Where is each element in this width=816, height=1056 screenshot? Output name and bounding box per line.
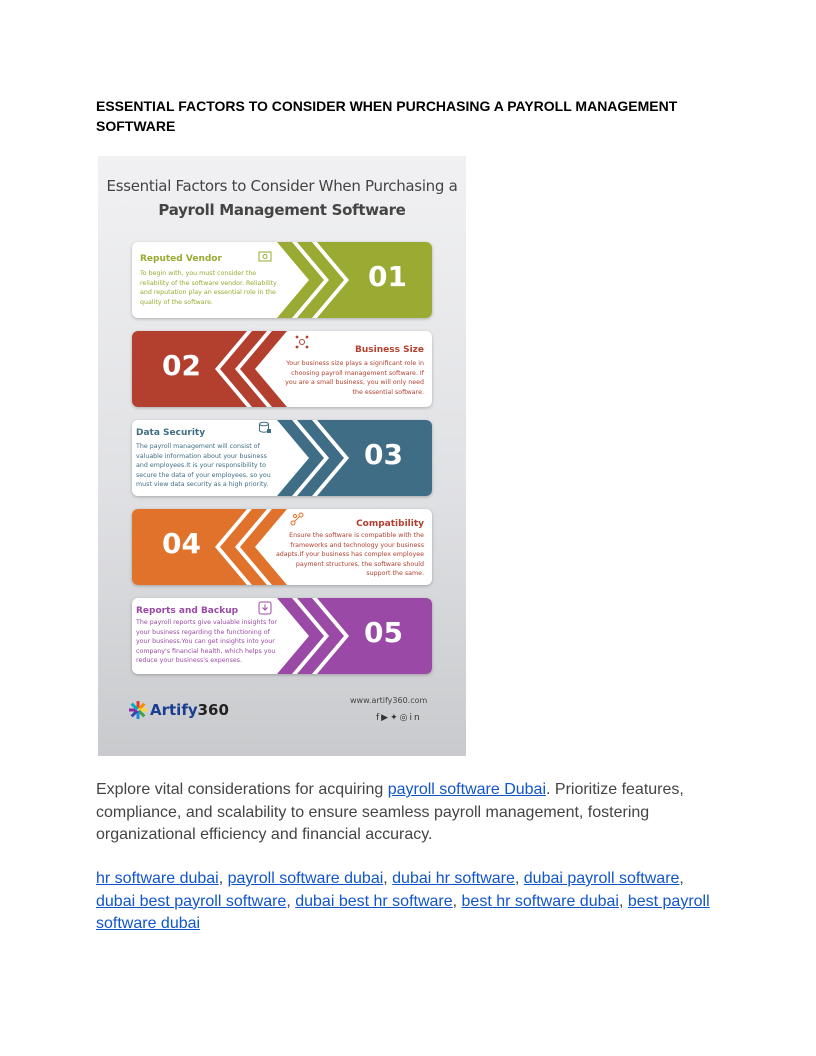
- factor-card-3: [132, 420, 432, 496]
- infographic-subheading: Payroll Management Software: [158, 201, 406, 219]
- keyword-separator: ,: [452, 892, 462, 910]
- factor-card-2: [132, 331, 432, 407]
- card-number: 02: [162, 349, 201, 382]
- keyword-link[interactable]: dubai hr software: [392, 870, 515, 887]
- keyword-separator: ,: [383, 870, 393, 887]
- keyword-link[interactable]: dubai best hr software: [295, 892, 453, 910]
- card-text: To begin with, you must consider the reliability of the software vendor. Reliability and reputation play an essential role in the quality of the software.: [140, 270, 277, 306]
- keyword-link[interactable]: best hr software dubai: [461, 892, 619, 910]
- card-title: Reports and Backup: [136, 606, 239, 616]
- keyword-link[interactable]: dubai payroll software: [523, 870, 680, 887]
- keyword-link[interactable]: best payroll software dubai: [96, 892, 710, 932]
- page-title: ESSENTIAL FACTORS TO CONSIDER WHEN PURCHASING A PAYROLL MANAGEMENT SOFTWARE: [96, 98, 678, 134]
- paragraph-text-after: . Prioritize features, compliance, and scalability to ensure seamless payroll management, fostering organizational efficiency and financial accuracy.: [96, 781, 684, 843]
- facebook-icon: f: [376, 713, 382, 723]
- card-text: The payroll management will consist of valuable information about your business and employees.It is your responsibility to secure the data of your employees, so you must view data security as a high priority.: [136, 443, 271, 489]
- instagram-icon: ◎: [399, 713, 410, 723]
- website-text: www.artify360.com: [350, 696, 428, 705]
- artify-logo-icon: [128, 700, 148, 720]
- keyword-link[interactable]: dubai best payroll software: [96, 892, 287, 910]
- card-title: Data Security: [136, 428, 206, 438]
- nodes-icon: [290, 512, 304, 526]
- keyword-separator: ,: [286, 892, 296, 910]
- database-lock-icon: [258, 421, 272, 435]
- download-box-icon: [258, 601, 272, 615]
- payroll-software-dubai-link[interactable]: payroll software Dubai: [387, 781, 546, 798]
- linkedin-icon: in: [409, 713, 422, 723]
- certificate-icon: [258, 250, 272, 264]
- logo-number: 360: [197, 701, 229, 719]
- artify-logo: [150, 701, 229, 719]
- paragraph-text-before: Explore vital considerations for acquiring: [96, 781, 388, 798]
- infographic-heading: Essential Factors to Consider When Purchasing a: [106, 177, 458, 195]
- card-title: Reputed Vendor: [140, 254, 222, 264]
- card-text: Your business size plays a significant role in choosing payroll management software. If you are a small business, you will only need the essential software.: [285, 360, 424, 396]
- factor-card-1: [132, 242, 432, 318]
- keyword-separator: ,: [514, 870, 524, 887]
- infographic-image: [98, 156, 466, 756]
- keyword-separator: ,: [679, 870, 684, 887]
- social-icons: [376, 713, 422, 723]
- card-text: The payroll reports give valuable insights for your business regarding the functioning of your business.You can get insights into your company's financial health, which helps you reduce your business's expenses.: [136, 619, 277, 665]
- keyword-link[interactable]: payroll software dubai: [227, 870, 384, 887]
- card-title: Business Size: [355, 345, 424, 355]
- card-number: 05: [364, 616, 403, 649]
- factor-card-4: [132, 509, 432, 585]
- factor-card-5: [132, 598, 432, 674]
- logo-text: Artify: [150, 701, 198, 719]
- youtube-icon: ▶: [381, 713, 391, 723]
- card-number: 03: [364, 438, 403, 471]
- keyword-separator: ,: [218, 870, 228, 887]
- keyword-link[interactable]: hr software dubai: [96, 870, 219, 887]
- description-paragraph: [96, 779, 726, 847]
- keyword-separator: ,: [618, 892, 628, 910]
- card-number: 01: [368, 260, 407, 293]
- card-title: Compatibility: [356, 519, 424, 529]
- network-icon: [295, 335, 309, 349]
- card-number: 04: [162, 527, 201, 560]
- twitter-icon: ✦: [390, 713, 400, 723]
- keyword-links: [96, 868, 726, 936]
- card-text: Ensure the software is compatible with the frameworks and technology your business adapts.If your business has complex employee payment structures, the software should support the same.: [275, 532, 424, 578]
